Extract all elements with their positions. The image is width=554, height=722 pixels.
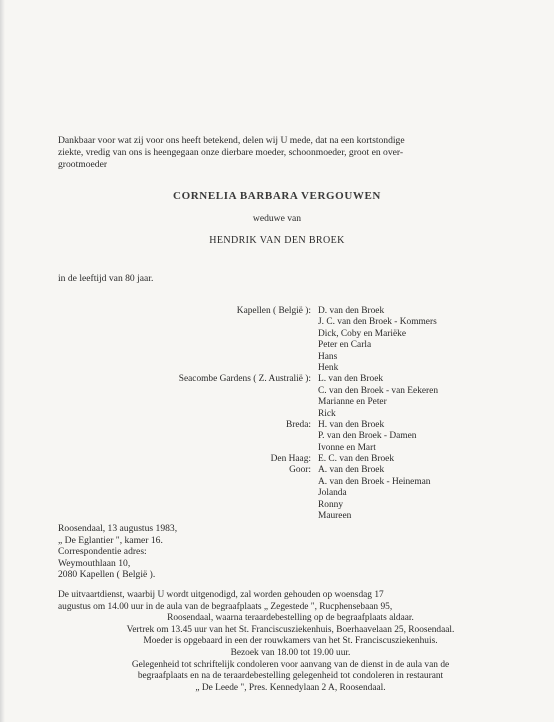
family-member-name: Rick — [318, 408, 336, 419]
service-justified-block — [58, 590, 523, 613]
family-row — [0, 306, 554, 317]
family-member-name: L. van den Broek — [318, 374, 384, 385]
husband-name: HENDRIK VAN DEN BROEK — [209, 235, 345, 246]
family-member-name: Henk — [318, 362, 339, 373]
family-row — [0, 397, 554, 408]
intro-paragraph — [58, 135, 523, 171]
family-row — [0, 431, 554, 442]
family-member-name: J. C. van den Broek - Kommers — [318, 317, 437, 328]
family-place: Breda: — [286, 419, 311, 430]
family-member-name: C. van den Broek - van Eekeren — [318, 385, 439, 396]
service-line: „ De Leede ", Pres. Kennedylaan 2 A, Roosendaal. — [195, 682, 386, 693]
family-member-name: Marianne en Peter — [318, 397, 387, 408]
family-member-name: Ivonne en Mart — [318, 442, 376, 453]
family-row — [0, 488, 554, 499]
family-row — [0, 443, 554, 454]
family-row — [0, 329, 554, 340]
service-info — [58, 590, 523, 694]
family-list — [0, 306, 554, 522]
family-place: Goor: — [289, 465, 311, 476]
family-member-name: Hans — [318, 351, 338, 362]
family-row — [0, 386, 554, 397]
family-row — [0, 363, 554, 374]
service-centered-block — [58, 613, 523, 694]
address-block — [58, 523, 177, 581]
address-line: Correspondentie adres: — [58, 546, 147, 558]
family-row — [0, 511, 554, 522]
address-line: Weymouthlaan 10, — [58, 557, 131, 569]
family-member-name: Jolanda — [318, 488, 347, 499]
age-line: in de leeftijd van 80 jaar. — [58, 273, 154, 284]
address-line: „ De Eglantier ", kamer 16. — [58, 534, 163, 546]
family-row — [0, 409, 554, 420]
family-row — [0, 374, 554, 385]
intro-line: grootmoeder — [58, 159, 108, 170]
family-row — [0, 317, 554, 328]
service-line: begraafplaats en na de teraardebestelling gelegenheid tot condoleren in restaurant — [137, 671, 444, 682]
family-member-name: A. van den Broek — [318, 465, 385, 476]
intro-line: Dankbaar voor wat zij voor ons heeft betekend, delen wij U mede, dat na een kortstondige — [58, 135, 405, 146]
family-member-name: E. C. van den Broek — [318, 454, 395, 465]
widow-of-label: weduwe van — [252, 213, 302, 224]
family-member-name: Ronny — [318, 499, 344, 510]
service-line: augustus om 14.00 uur in de aula van de begraafplaats „ Zegestede ", Rucphensebaan 95, — [58, 601, 393, 612]
family-row — [0, 352, 554, 363]
family-member-name: Maureen — [318, 511, 352, 522]
family-member-name: Dick, Coby en Mariëke — [318, 328, 406, 339]
family-member-name: P. van den Broek - Damen — [318, 431, 417, 442]
family-place: Seacombe Gardens ( Z. Australië ): — [178, 374, 311, 385]
service-line: Moeder is opgebaard in een der rouwkamers van het St. Franciscusziekenhuis. — [143, 636, 438, 647]
family-row — [0, 500, 554, 511]
intro-line: ziekte, vredig van ons is heengegaan onze dierbare moeder, schoonmoeder, groot en over- — [58, 147, 404, 158]
service-line: Gelegenheid tot schriftelijk condoleren voor aanvang van de dienst in de aula van de — [131, 659, 450, 670]
family-member-name: H. van den Broek — [318, 419, 385, 430]
service-line: Vertrek om 13.45 uur van het St. Franciscusziekenhuis, Boerhaavelaan 25, Roosendaal. — [126, 624, 455, 635]
family-place: Kapellen ( België ): — [236, 306, 311, 316]
family-row — [0, 340, 554, 351]
service-line: Bezoek van 18.00 tot 19.00 uur. — [230, 647, 351, 658]
family-row — [0, 477, 554, 488]
address-line: 2080 Kapellen ( België ). — [58, 569, 156, 581]
address-line: Roosendaal, 13 augustus 1983, — [58, 523, 178, 534]
service-line: De uitvaartdienst, waarbij U wordt uitgenodigd, zal worden gehouden op woensdag 17 — [58, 590, 384, 600]
family-member-name: Peter en Carla — [318, 340, 372, 351]
family-place: Den Haag: — [270, 454, 311, 465]
service-line: Roosendaal, waarna teraardebestelling op de begraafplaats aldaar. — [167, 613, 414, 624]
family-row — [0, 420, 554, 431]
family-row — [0, 465, 554, 476]
family-member-name: D. van den Broek — [318, 306, 385, 316]
family-row — [0, 454, 554, 465]
deceased-name: CORNELIA BARBARA VERGOUWEN — [173, 190, 381, 202]
family-member-name: A. van den Broek - Heineman — [318, 476, 431, 487]
